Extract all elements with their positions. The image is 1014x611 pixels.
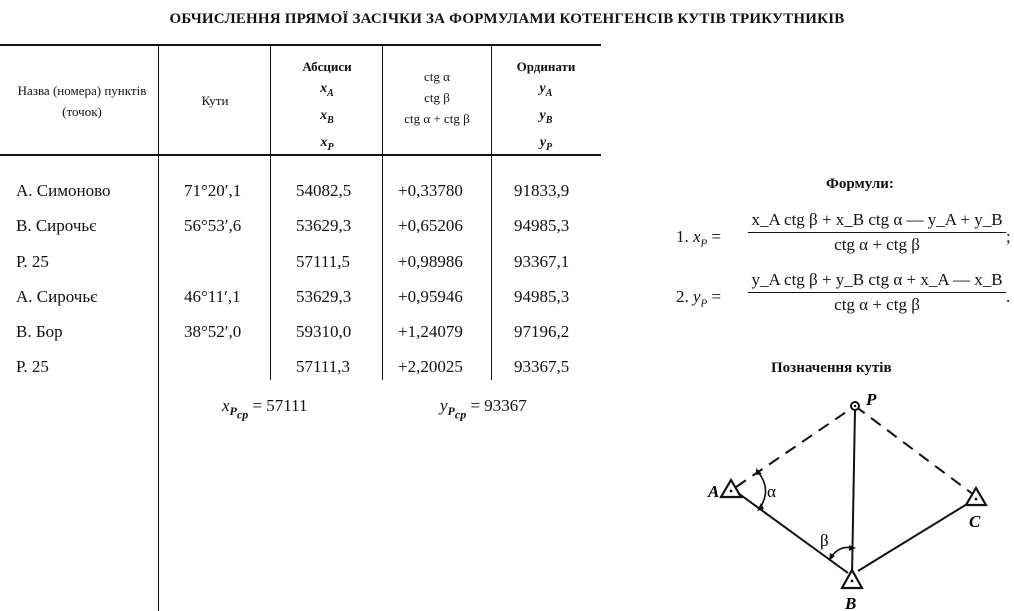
row-3-name: Р. 25 <box>16 252 49 271</box>
y-average-sub: P <box>447 404 455 419</box>
sub-B: B <box>545 114 553 126</box>
label-p: P <box>866 390 877 409</box>
label-b: B <box>845 594 857 611</box>
col-divider-2 <box>270 46 271 380</box>
label-beta: β <box>820 531 829 550</box>
line-b-p <box>852 409 855 575</box>
formula-1-numerator: x_A ctg β + x_B ctg α — y_A + y_B <box>748 210 1006 233</box>
row-4-angle: 46°11′,1 <box>184 287 241 306</box>
formula-2-denominator: ctg α + ctg β <box>834 295 920 314</box>
row-5-y: 97196,2 <box>514 322 570 341</box>
header-angles-label: Кути <box>201 93 229 108</box>
header-ctg-sum: ctg α + ctg β <box>404 111 470 126</box>
row-3-y: 93367,1 <box>514 252 570 271</box>
header-ordinate-label: Ординати <box>516 59 576 74</box>
formula-2-var: y <box>693 287 701 306</box>
x-average-sub2: ср <box>236 407 249 422</box>
header-ctg-alpha: ctg α <box>424 69 450 84</box>
x-average-value: = 57111 <box>252 396 308 415</box>
var-y: y <box>539 134 547 150</box>
formula-2-numerator: y_A ctg β + y_B ctg α + x_A — x_B <box>748 270 1006 293</box>
angle-diagram <box>690 385 1014 611</box>
row-2-x: 53629,3 <box>296 216 352 235</box>
y-average-var: y <box>440 396 448 415</box>
formula-2-var-sub: P <box>700 297 708 310</box>
row-2-angle: 56°53′,6 <box>184 216 242 235</box>
row-1-name: А. Симоново <box>16 181 111 200</box>
var-x: x <box>320 134 328 150</box>
var-y: y <box>539 107 546 123</box>
point-a-marker <box>721 480 741 497</box>
sub-A: A <box>545 87 553 99</box>
label-a: A <box>708 482 720 501</box>
line-a-p <box>736 406 855 487</box>
header-name-label: Назва (номера) пунктів (точок) <box>17 83 147 119</box>
line-a-b <box>738 493 848 573</box>
header-name <box>14 80 150 122</box>
formula-2-fraction <box>748 270 1006 315</box>
sub-P: P <box>327 141 334 153</box>
header-ctg <box>383 66 491 129</box>
row-1-ctg: +0,33780 <box>398 181 463 200</box>
row-5-name: В. Бор <box>16 322 63 341</box>
header-ordinate <box>492 56 600 157</box>
formula-2-lhs <box>676 287 721 309</box>
row-6-name: Р. 25 <box>16 357 49 376</box>
row-5-angle: 38°52′,0 <box>184 322 242 341</box>
label-c: C <box>969 512 981 531</box>
row-2-y: 94985,3 <box>514 216 570 235</box>
row-4-y: 94985,3 <box>514 287 570 306</box>
point-b-marker <box>842 570 862 588</box>
point-a-dot <box>730 490 733 493</box>
point-b-dot <box>851 580 854 583</box>
header-abscissa-label: Абсциси <box>302 59 352 74</box>
sub-B: B <box>327 114 334 126</box>
point-c-dot <box>975 498 978 501</box>
formula-1-denominator: ctg α + ctg β <box>834 235 920 254</box>
row-2-ctg: +0,65206 <box>398 216 463 235</box>
label-alpha: α <box>767 482 776 501</box>
row-4-x: 53629,3 <box>296 287 352 306</box>
point-p-dot <box>854 405 856 407</box>
header-angles <box>160 90 270 111</box>
row-3-ctg: +0,98986 <box>398 252 463 271</box>
x-average <box>222 396 308 423</box>
var-x: x <box>320 81 328 96</box>
diagram-title: Позначення кутів <box>771 360 892 376</box>
formula-2-number: 2. <box>676 287 689 306</box>
formulas-title: Формули: <box>826 176 894 192</box>
x-average-sub: P <box>229 404 237 419</box>
formula-1-number: 1. <box>676 227 689 246</box>
y-average-sub2: ср <box>454 407 467 422</box>
formula-1-fraction <box>748 210 1006 255</box>
row-6-ctg: +2,20025 <box>398 357 463 376</box>
row-3-x: 57111,5 <box>296 252 350 271</box>
var-y: y <box>539 81 546 96</box>
row-6-y: 93367,5 <box>514 357 570 376</box>
row-5-ctg: +1,24079 <box>398 322 463 341</box>
row-6-x: 57111,3 <box>296 357 350 376</box>
formula-2-eq: = <box>711 287 722 306</box>
table-top-rule <box>0 44 601 46</box>
page-title: ОБЧИСЛЕННЯ ПРЯМОЇ ЗАСІЧКИ ЗА ФОРМУЛАМИ КОТЕНГЕНСІВ КУТІВ ТРИКУТНИКІВ <box>169 11 845 27</box>
sub-A: A <box>327 87 334 99</box>
y-average <box>440 396 527 423</box>
header-ctg-beta: ctg β <box>424 90 450 105</box>
formula-1-var-sub: P <box>700 237 708 250</box>
formula-1-lhs <box>676 227 721 249</box>
angle-alpha-arc <box>758 472 766 508</box>
line-b-c <box>858 501 972 571</box>
y-average-value: = 93367 <box>470 396 527 415</box>
row-1-angle: 71°20′,1 <box>184 181 242 200</box>
header-abscissa <box>272 56 382 157</box>
var-x: x <box>320 107 328 123</box>
sub-P: P <box>546 141 553 153</box>
formula-1-var: x <box>693 227 701 246</box>
row-2-name: В. Сирочьє <box>16 216 97 235</box>
formula-2-end: . <box>1006 287 1011 306</box>
row-1-y: 91833,9 <box>514 181 570 200</box>
row-4-name: А. Сирочьє <box>16 287 98 306</box>
row-5-x: 59310,0 <box>296 322 352 341</box>
col-divider-1 <box>158 46 159 611</box>
x-average-var: x <box>222 396 230 415</box>
line-p-c <box>855 406 974 495</box>
row-1-x: 54082,5 <box>296 181 352 200</box>
row-4-ctg: +0,95946 <box>398 287 463 306</box>
formula-1-eq: = <box>711 227 722 246</box>
formula-1-end: ; <box>1006 227 1011 246</box>
